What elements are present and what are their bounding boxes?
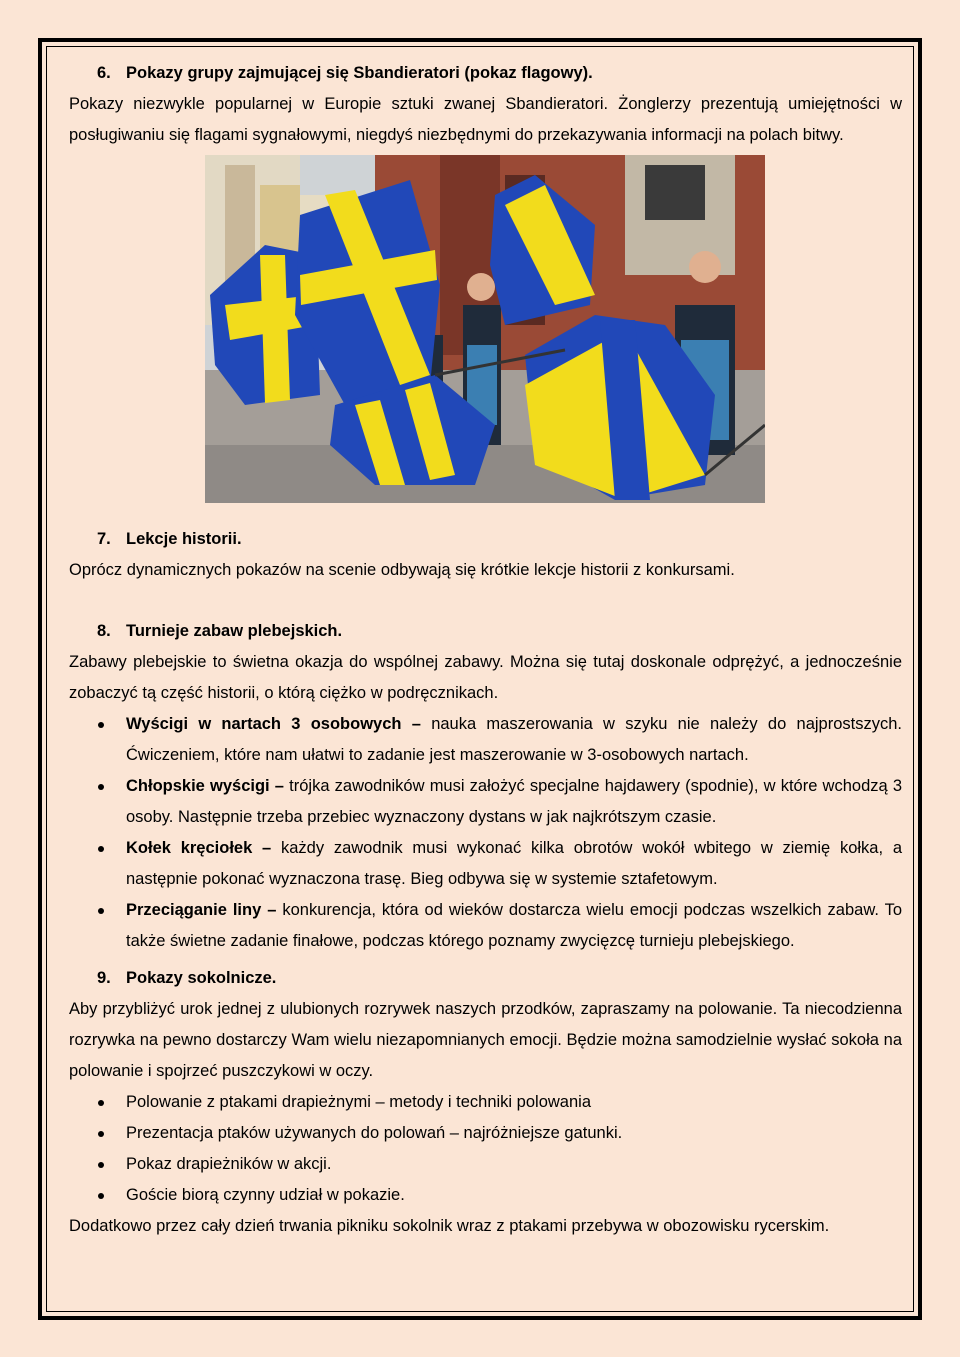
- bullet-icon: [98, 1162, 104, 1168]
- section-8-text: Zabawy plebejskie to świetna okazja do wspólnej zabawy. Można się tutaj doskonale odprężyć, a jednocześnie zobaczyć tą część historii, o którą ciężko w podręcznikach.: [69, 653, 902, 702]
- list-item-text: Polowanie z ptakami drapieżnymi – metody i techniki polowania: [126, 1093, 591, 1111]
- section-8-heading: [69, 616, 902, 647]
- section-9-text: Aby przybliżyć urok jednej z ulubionych rozrywek naszych przodków, zapraszamy na polowanie. Ta niecodzienna rozrywka na pewno dostarczy Wam wielu niezapomnianych emocji. Będzie można samodzielnie wysłać sokoła na polowanie i spojrzeć puszczykowi w oczy.: [69, 1000, 902, 1080]
- section-8-title: Turnieje zabaw plebejskich.: [126, 622, 343, 640]
- section-8-list: [69, 709, 902, 957]
- section-6-text: Pokazy niezwykle popularnej w Europie sztuki zwanej Sbandieratori. Żonglerzy prezentują umiejętności w posługiwaniu się flagami sygnałowymi, niegdyś niezbędnymi do przekazywania informacji na polach bitwy.: [69, 95, 902, 144]
- list-item-bold: Wyścigi w nartach 3 osobowych: [126, 715, 402, 733]
- section-6-heading: [69, 58, 902, 89]
- section-9-heading: [69, 963, 902, 994]
- bullet-icon: [98, 908, 104, 914]
- section-9-list: [69, 1087, 902, 1211]
- list-item: [69, 1149, 902, 1180]
- list-item-text: Pokaz drapieżników w akcji.: [126, 1155, 332, 1173]
- document-content: [69, 58, 902, 1242]
- list-item-bold: Chłopskie wyścigi: [126, 777, 270, 795]
- section-7-title: Lekcje historii.: [126, 530, 242, 548]
- section-7-heading: [69, 524, 902, 555]
- bullet-icon: [98, 784, 104, 790]
- list-item: [69, 895, 902, 957]
- list-item-text: każdy zawodnik musi wykonać kilka obrotów wokół wbitego w ziemię kołka, a następnie pokonać wyznaczona trasę. Bieg odbywa się w systemie sztafetowym.: [126, 839, 902, 888]
- list-item-dash: –: [411, 715, 421, 733]
- list-item: [69, 1087, 902, 1118]
- section-9-closing: Dodatkowo przez cały dzień trwania pikniku sokolnik wraz z ptakami przebywa w obozowisku rycerskim.: [69, 1217, 830, 1235]
- list-item-bold: Przeciąganie liny –: [126, 901, 277, 919]
- bullet-icon: [98, 1100, 104, 1106]
- list-item: [69, 833, 902, 895]
- list-item-text: nauka maszerowania w szyku nie należy do najprostszych. Ćwiczeniem, które nam ułatwi to zadanie jest maszerowanie w 3-osobowych nartach.: [126, 715, 902, 764]
- list-item: [69, 1118, 902, 1149]
- list-item: [69, 1180, 902, 1211]
- section-6-title: Pokazy grupy zajmującej się Sbandieratori (pokaz flagowy).: [126, 64, 593, 82]
- bullet-icon: [98, 1193, 104, 1199]
- bullet-icon: [98, 1131, 104, 1137]
- bullet-icon: [98, 846, 104, 852]
- section-7-text: Oprócz dynamicznych pokazów na scenie odbywają się krótkie lekcje historii z konkursami.: [69, 561, 735, 579]
- sbandieratori-photo: [205, 155, 765, 503]
- list-item-text: trójka zawodników musi założyć specjalne hajdawery (spodnie), w które wchodzą 3 osoby. Następnie trzeba przebiec wyznaczony dystans w jak najkrótszym czasie.: [126, 777, 903, 826]
- list-item: [69, 709, 902, 771]
- section-8-number: 8.: [97, 622, 111, 640]
- list-item-text: Prezentacja ptaków używanych do polowań – najróżniejsze gatunki.: [126, 1124, 623, 1142]
- section-9-title: Pokazy sokolnicze.: [126, 969, 277, 987]
- list-item: [69, 771, 902, 833]
- list-item-bold: Kołek kręciołek –: [126, 839, 272, 857]
- section-9-number: 9.: [97, 969, 111, 987]
- section-6-number: 6.: [97, 64, 111, 82]
- list-item-dash: –: [274, 777, 284, 795]
- list-item-text: konkurencja, która od wieków dostarcza wielu emocji podczas wszelkich zabaw. To także świetne zadanie finałowe, podczas którego poznamy zwycięzcę turnieju plebejskiego.: [126, 901, 903, 950]
- section-7-number: 7.: [97, 530, 111, 548]
- list-item-text: Goście biorą czynny udział w pokazie.: [126, 1186, 405, 1204]
- bullet-icon: [98, 722, 104, 728]
